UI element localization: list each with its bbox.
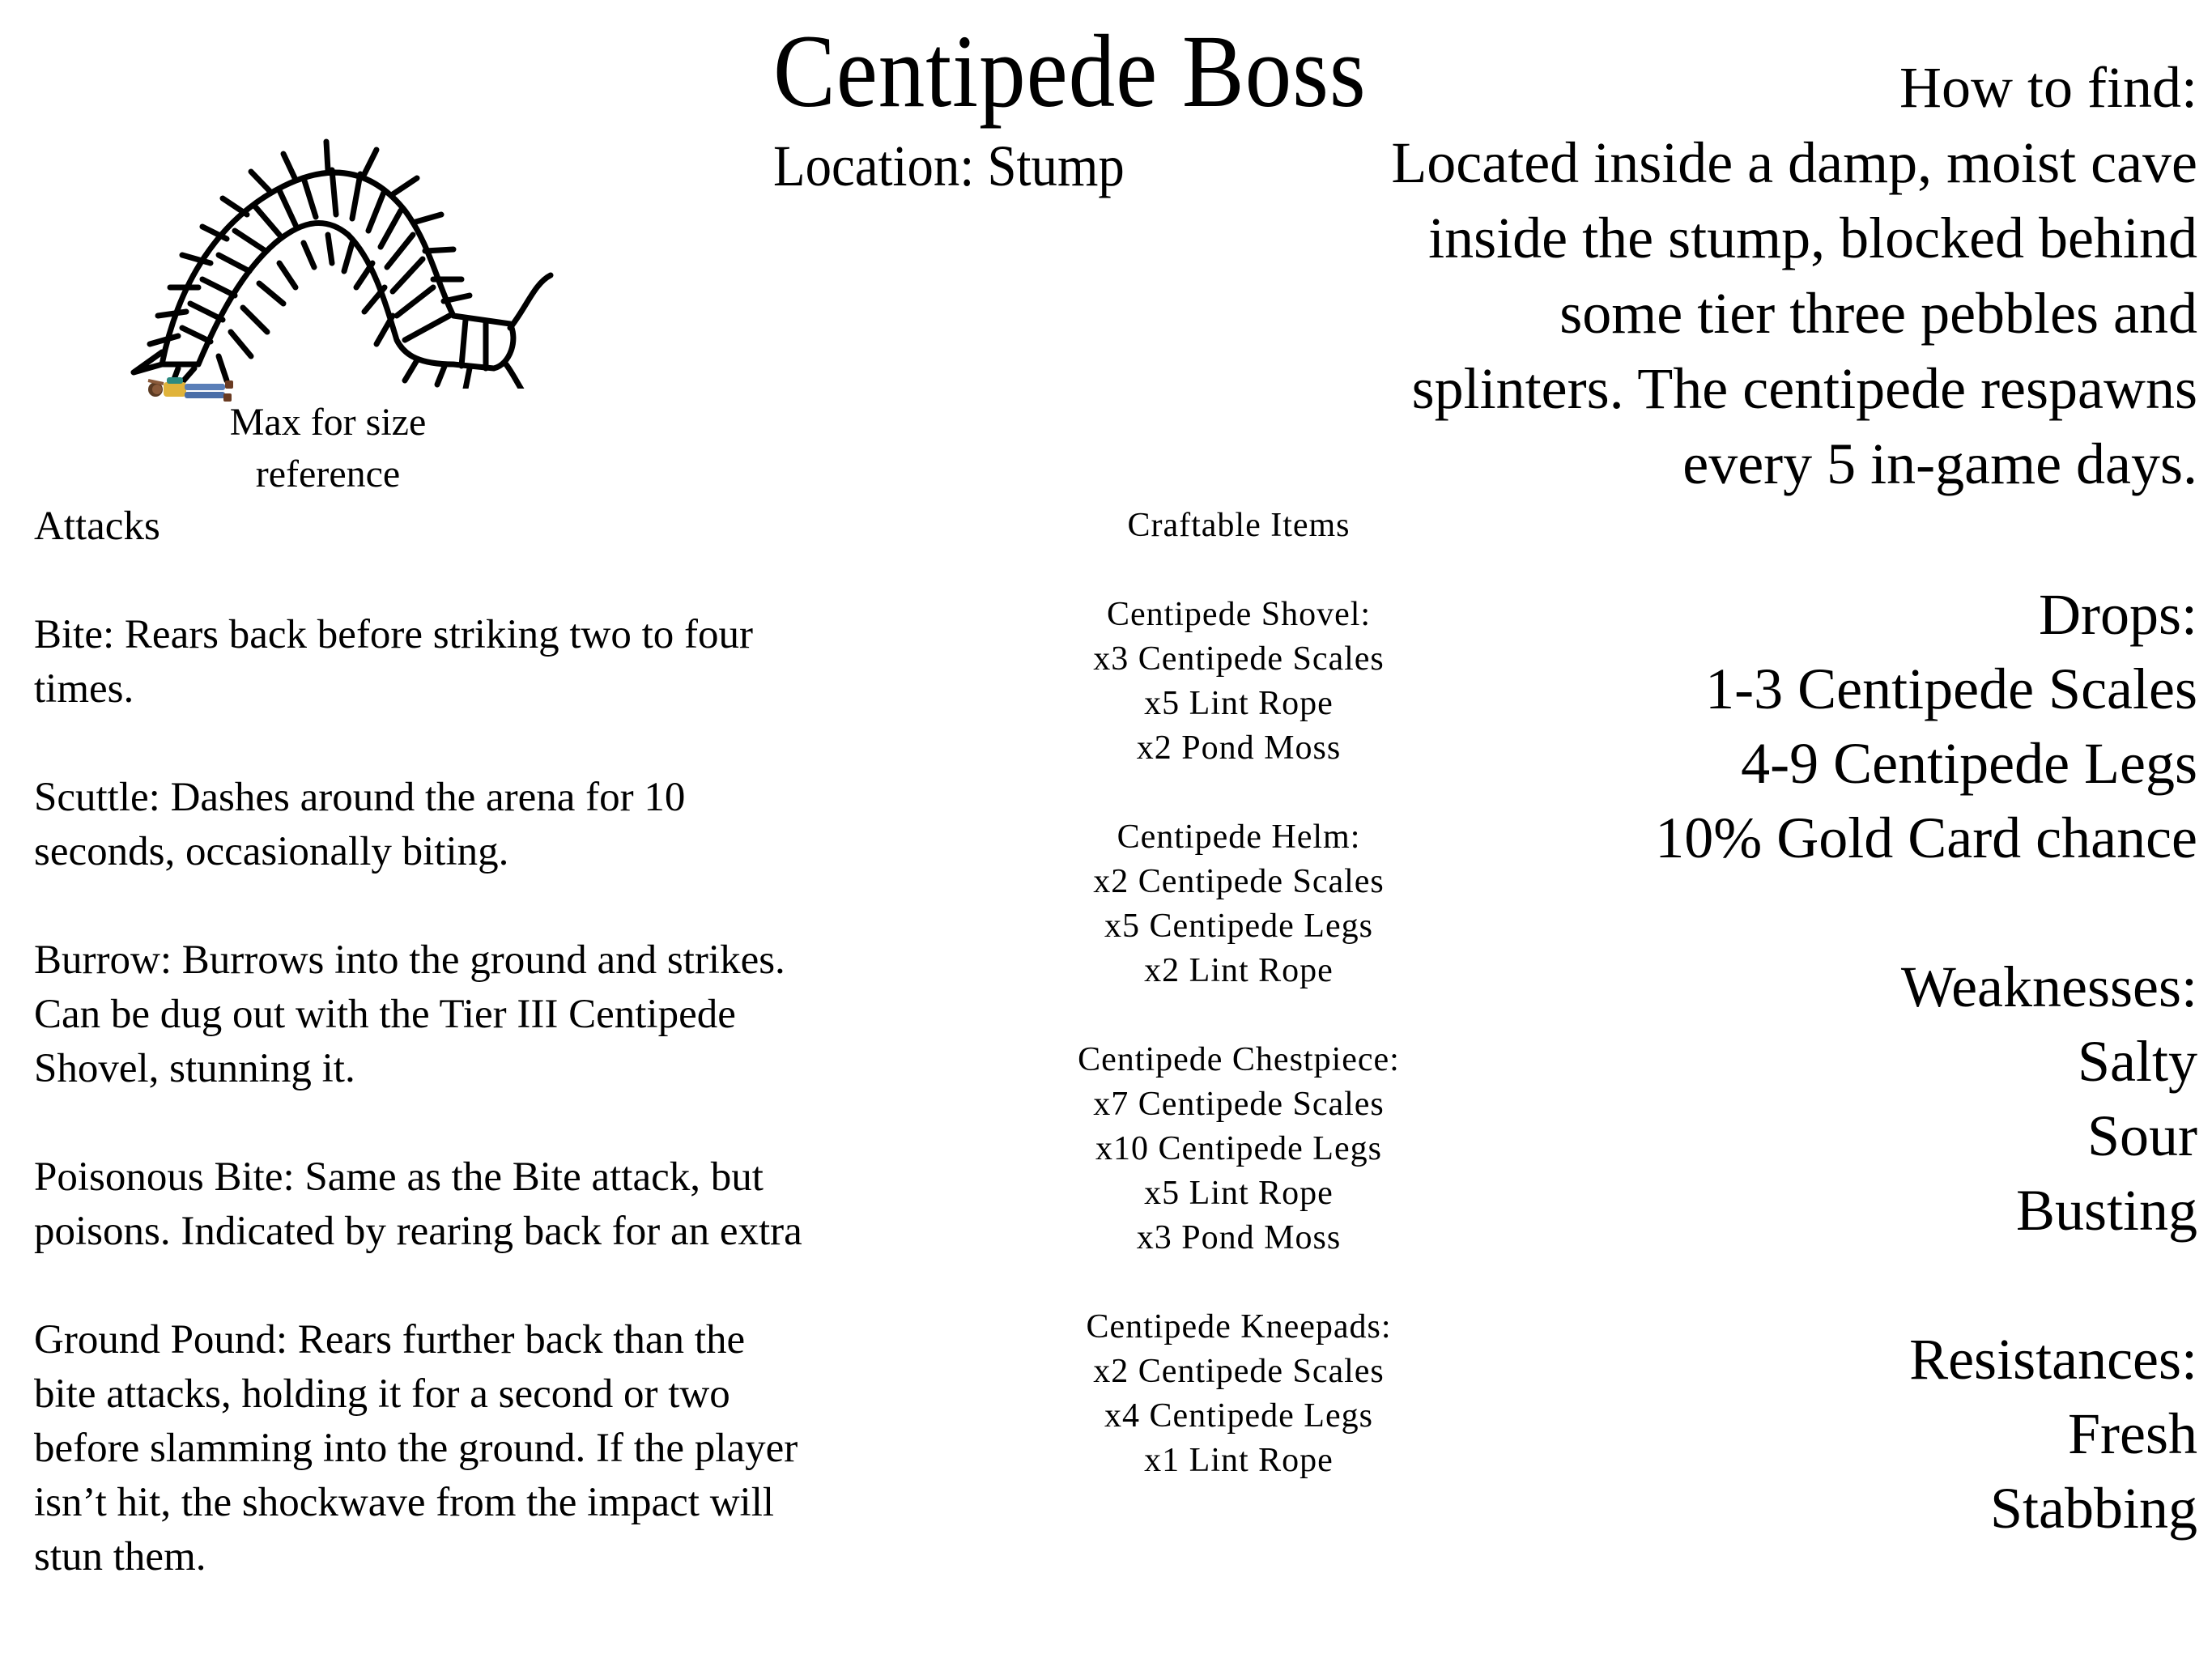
attack-line: bite attacks, holding it for a second or two — [34, 1371, 730, 1417]
craft-material: x2 Centipede Scales — [1093, 863, 1385, 900]
attack-scuttle — [34, 771, 957, 879]
drops-heading: Drops: — [2039, 582, 2197, 647]
attack-line: Scuttle: Dashes around the arena for 10 — [34, 775, 686, 820]
how-to-find-section — [1226, 50, 2197, 502]
size-reference-caption — [186, 397, 470, 500]
drop-item: 1-3 Centipede Scales — [1705, 657, 2197, 721]
craft-item-name: Centipede Shovel: — [1106, 596, 1372, 633]
page-title: Centipede Boss — [773, 14, 1367, 129]
attacks-section — [34, 500, 957, 1639]
attack-ground-pound — [34, 1313, 957, 1584]
how-to-find-line: splinters. The centipede respawns — [1411, 356, 2197, 421]
weakness-item: Busting — [2015, 1178, 2197, 1243]
craft-material: x5 Lint Rope — [1144, 1175, 1334, 1212]
attack-burrow — [34, 933, 957, 1096]
attack-poisonous-bite — [34, 1150, 957, 1259]
caption-line: Max for size — [229, 401, 427, 444]
craft-material: x2 Lint Rope — [1144, 952, 1334, 989]
weaknesses-section — [1469, 950, 2197, 1248]
weakness-item: Salty — [2077, 1029, 2197, 1094]
craft-item-shovel — [1012, 593, 1465, 771]
attack-bite — [34, 608, 957, 716]
resistance-item: Stabbing — [1989, 1476, 2197, 1541]
craft-material: x10 Centipede Legs — [1095, 1130, 1382, 1167]
weakness-item: Sour — [2087, 1103, 2197, 1168]
craft-material: x3 Pond Moss — [1136, 1219, 1342, 1256]
craftable-items-section — [1012, 504, 1465, 1528]
drop-item: 10% Gold Card chance — [1655, 806, 2197, 870]
resistance-item: Fresh — [2068, 1401, 2197, 1466]
centipede-icon — [130, 121, 567, 389]
attack-line: Poisonous Bite: Same as the Bite attack, but — [34, 1154, 764, 1200]
attack-line: poisons. Indicated by rearing back for an extra — [34, 1209, 802, 1254]
resistances-heading: Resistances: — [1909, 1327, 2197, 1392]
drops-section — [1469, 577, 2197, 875]
attacks-heading: Attacks — [34, 504, 160, 549]
boss-location: Location: Stump — [773, 134, 1125, 198]
craft-material: x5 Centipede Legs — [1104, 908, 1373, 945]
craft-material: x7 Centipede Scales — [1093, 1086, 1385, 1123]
attack-line: stun them. — [34, 1534, 206, 1579]
attack-line: seconds, occasionally biting. — [34, 829, 509, 874]
craft-item-name: Centipede Helm: — [1117, 818, 1361, 856]
attack-line: Can be dug out with the Tier III Centipede — [34, 992, 736, 1037]
drop-item: 4-9 Centipede Legs — [1741, 731, 2197, 796]
attack-line: isn’t hit, the shockwave from the impact will — [34, 1480, 775, 1525]
how-to-find-line: inside the stump, blocked behind — [1428, 206, 2197, 270]
how-to-find-line: some tier three pebbles and — [1559, 281, 2197, 346]
craft-material: x5 Lint Rope — [1144, 685, 1334, 722]
craft-item-helm — [1012, 815, 1465, 993]
resistances-section — [1469, 1322, 2197, 1545]
craft-material: x1 Lint Rope — [1144, 1442, 1334, 1479]
how-to-find-line: Located inside a damp, moist cave — [1391, 130, 2197, 195]
craft-material: x3 Centipede Scales — [1093, 640, 1385, 678]
how-to-find-line: every 5 in-game days. — [1682, 432, 2197, 496]
attack-line: Burrow: Burrows into the ground and strikes. — [34, 937, 785, 983]
attack-line: before slamming into the ground. If the player — [34, 1426, 798, 1471]
attack-line: times. — [34, 666, 134, 712]
craft-item-chestpiece — [1012, 1038, 1465, 1261]
attack-line: Bite: Rears back before striking two to four — [34, 612, 754, 657]
craftable-items-heading: Craftable Items — [1127, 507, 1351, 544]
craft-item-name: Centipede Kneepads: — [1086, 1308, 1392, 1346]
how-to-find-heading: How to find: — [1899, 55, 2197, 120]
craft-material: x4 Centipede Legs — [1104, 1397, 1373, 1435]
weaknesses-heading: Weaknesses: — [1900, 954, 2197, 1019]
attack-line: Ground Pound: Rears further back than the — [34, 1317, 746, 1363]
caption-line: reference — [255, 453, 401, 495]
attack-line: Shovel, stunning it. — [34, 1046, 355, 1091]
craft-material: x2 Pond Moss — [1136, 729, 1342, 767]
craft-item-kneepads — [1012, 1305, 1465, 1483]
stats-section — [1469, 577, 2197, 1620]
craft-item-name: Centipede Chestpiece: — [1078, 1041, 1400, 1078]
craft-material: x2 Centipede Scales — [1093, 1353, 1385, 1390]
